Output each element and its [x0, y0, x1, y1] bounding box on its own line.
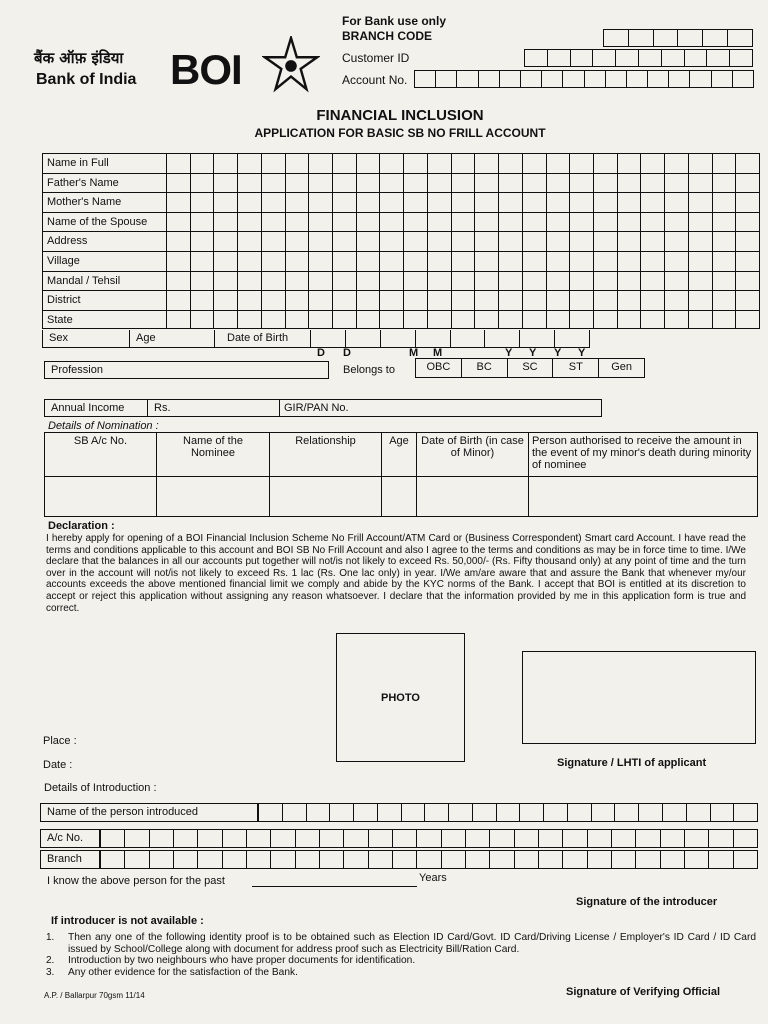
customer-id-input[interactable] [524, 49, 753, 67]
date-label: Date : [43, 759, 73, 771]
field-row[interactable] [42, 173, 760, 193]
declaration-title: Declaration : [48, 520, 115, 532]
branch-code-input[interactable] [603, 29, 753, 47]
list-item [46, 967, 756, 979]
years-label: Years [419, 872, 447, 884]
category-options [415, 358, 645, 378]
intro-branch-label: Branch [40, 850, 100, 869]
customer-id-label: Customer ID [342, 51, 410, 65]
not-available-list [46, 932, 756, 978]
nom-input-authorised[interactable] [529, 477, 758, 517]
age-field[interactable]: Age [130, 330, 215, 348]
list-text: Any other evidence for the satisfaction of the Bank. [68, 966, 298, 978]
field-label: Mother's Name [42, 192, 167, 212]
nom-input-age[interactable] [382, 477, 417, 517]
field-row[interactable] [42, 192, 760, 212]
field-row[interactable] [42, 231, 760, 251]
for-bank-use-label: For Bank use only [342, 14, 447, 28]
signature-box[interactable] [522, 651, 756, 744]
category-st[interactable]: ST [553, 358, 599, 378]
bank-name-hindi: बैंक ऑफ़ इंडिया [34, 49, 124, 67]
intro-ac-label: A/c No. [40, 829, 100, 848]
date-hint-y: Y [554, 347, 562, 359]
annual-income-label: Annual Income [44, 399, 148, 417]
nom-header-age: Age [382, 433, 417, 477]
nom-header-relationship: Relationship [270, 433, 382, 477]
annual-income-input[interactable]: Rs. [148, 399, 280, 417]
nom-input-relationship[interactable] [270, 477, 382, 517]
date-hint-y: Y [505, 347, 513, 359]
field-row[interactable] [42, 251, 760, 271]
date-hint-y: Y [578, 347, 586, 359]
list-number: 2. [46, 955, 55, 967]
nom-input-dob[interactable] [417, 477, 529, 517]
introduced-name-input[interactable] [258, 803, 758, 822]
list-item [46, 955, 756, 967]
field-label: Address [42, 231, 167, 251]
nom-header-sb-ac: SB A/c No. [45, 433, 157, 477]
field-row[interactable] [42, 290, 760, 310]
date-hint-m: M [433, 347, 443, 359]
field-row[interactable] [42, 271, 760, 291]
applicant-details-grid [42, 153, 760, 329]
date-hint-y: Y [529, 347, 537, 359]
date-hint-d: D [343, 347, 351, 359]
branch-code-label: BRANCH CODE [342, 29, 432, 43]
nom-input-sb-ac[interactable] [45, 477, 157, 517]
printer-note: A.P. / Ballarpur 70gsm 11/14 [44, 991, 145, 1000]
introduced-name-label: Name of the person introduced [40, 803, 258, 822]
field-row[interactable] [42, 310, 760, 330]
field-label: Mandal / Tehsil [42, 271, 167, 291]
signature-introducer-label: Signature of the introducer [576, 896, 718, 908]
list-number: 1. [46, 932, 55, 943]
bank-name-english: Bank of India [36, 71, 137, 88]
account-no-label: Account No. [342, 73, 408, 87]
list-text: Then any one of the following identity proof is to be obtained such as Election ID Card/Govt. ID Card/Driving License / Employer's ID Card / ID Card issued by School/College along with document for address proof such as Electricity Bill/Ration Card. [68, 932, 756, 955]
intro-ac-input[interactable] [100, 829, 758, 848]
profession-field[interactable]: Profession [44, 361, 329, 379]
signature-official-label: Signature of Verifying Official [566, 986, 721, 998]
gir-pan-input[interactable]: GIR/PAN No. [280, 399, 602, 417]
photo-box[interactable] [336, 633, 465, 762]
field-label: Name of the Spouse [42, 212, 167, 232]
not-available-title: If introducer is not available : [51, 915, 204, 927]
account-no-input[interactable] [414, 70, 754, 88]
field-row[interactable] [42, 212, 760, 232]
boi-logo-text: BOI [170, 46, 242, 93]
star-logo-icon [262, 36, 320, 94]
photo-label: PHOTO [381, 691, 420, 704]
nom-header-authorised: Person authorised to receive the amount in the event of my minor's death during minority of nominee [529, 433, 758, 477]
sex-field[interactable]: Sex [42, 330, 130, 348]
form-title: FINANCIAL INCLUSION [316, 107, 484, 124]
list-number: 3. [46, 966, 55, 978]
nom-input-nominee[interactable] [157, 477, 270, 517]
category-sc[interactable]: SC [508, 358, 554, 378]
date-hint-m: M [409, 347, 419, 359]
nom-header-nominee: Name of the Nominee [157, 433, 270, 477]
field-label: District [42, 290, 167, 310]
category-bc[interactable]: BC [462, 358, 508, 378]
years-input-line[interactable] [252, 886, 417, 887]
dob-input[interactable] [310, 330, 590, 348]
category-gen[interactable]: Gen [599, 358, 645, 378]
belongs-to-label: Belongs to [343, 364, 395, 376]
intro-branch-input[interactable] [100, 850, 758, 869]
field-label: State [42, 310, 167, 330]
place-label: Place : [43, 735, 77, 747]
field-label: Village [42, 251, 167, 271]
form-subtitle: APPLICATION FOR BASIC SB NO FRILL ACCOUNT [254, 126, 546, 140]
know-person-text: I know the above person for the past [47, 875, 225, 887]
list-item [46, 932, 756, 955]
introduction-title: Details of Introduction : [44, 782, 157, 794]
nom-header-dob: Date of Birth (in case of Minor) [417, 433, 529, 477]
nomination-table [44, 432, 758, 517]
date-hint-d: D [317, 347, 325, 359]
dob-label: Date of Birth [215, 330, 310, 348]
declaration-text: I hereby apply for opening of a BOI Financial Inclusion Scheme No Frill Account/ATM Card or (Business Correspondent) Smart card Account. I have read the terms and conditions applicable to this account and BOI SB No Frill Account and also I agree to the terms and conditions as may be in force time to time. I/We declare that the balances in all our accounts put together will not/is not likely to exceed Rs. 50,000/- (Rs. Fifty thousand only) at any point of time and the turn over in the account will not/is not likely to exceed Rs. 1 lac (Rs. One lac only) in year. I/We am/are aware that and assure the Bank that whenever my/our accounts exceeds the above mentioned financial limit we comply and abide by the KYC norms of the Bank. I accept that BOI is entitled at its discretion to accept or reject this application without assigning any reason whatsoever. I declare that the information provided by me in this application form is true and correct. [46, 533, 746, 614]
field-row[interactable] [42, 153, 760, 173]
nomination-title: Details of Nomination : [48, 420, 159, 432]
signature-applicant-label: Signature / LHTI of applicant [557, 757, 707, 769]
field-label: Father's Name [42, 173, 167, 193]
list-text: Introduction by two neighbours who have proper documents for identification. [68, 955, 416, 967]
field-label: Name in Full [42, 153, 167, 173]
category-obc[interactable]: OBC [415, 358, 462, 378]
